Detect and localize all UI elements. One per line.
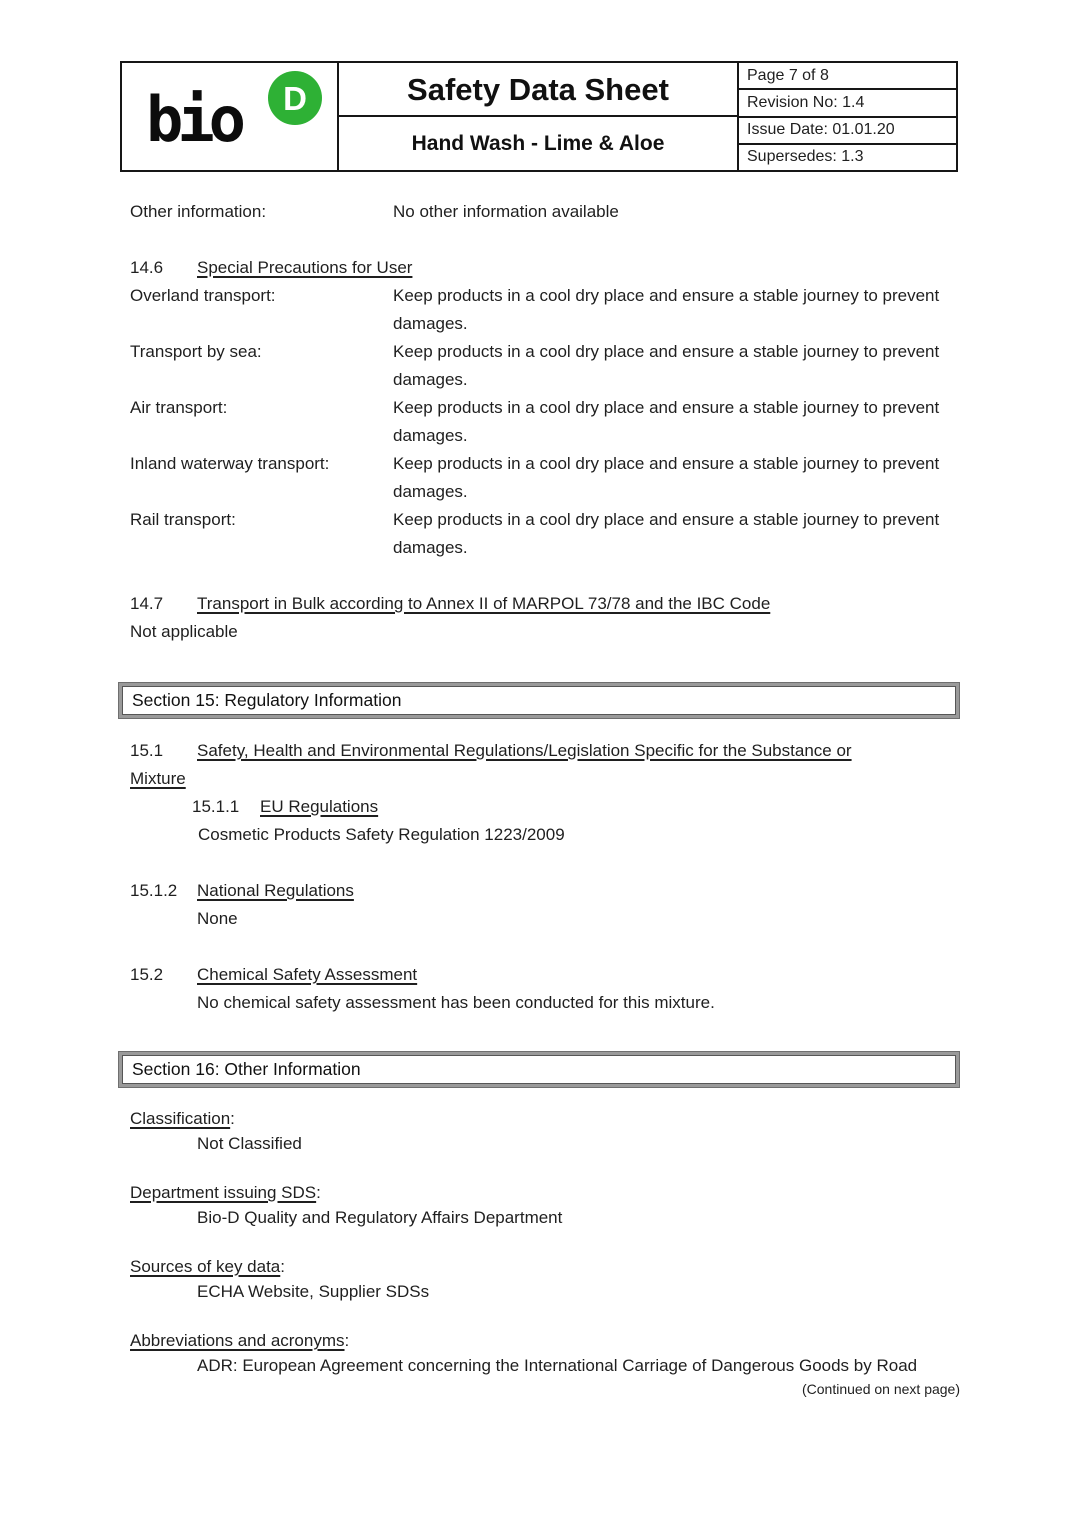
transport-row <box>130 450 960 506</box>
logo-cell <box>122 63 339 170</box>
heading-15-2 <box>130 961 960 989</box>
section-title: Chemical Safety Assessment <box>197 965 418 984</box>
label-text: Classification <box>130 1109 231 1128</box>
section-16-bar <box>118 1051 960 1088</box>
heading-15-1-2 <box>130 877 960 905</box>
field-label: Overland transport: <box>130 286 276 305</box>
field-label: Air transport: <box>130 398 228 417</box>
section-number: 15.1.1 <box>192 797 240 816</box>
transport-row <box>130 394 960 450</box>
section-14-7-body: Not applicable <box>130 622 238 641</box>
label-colon: : <box>344 1331 350 1350</box>
heading-15-1-1 <box>192 793 960 821</box>
label-text: Abbreviations and acronyms <box>130 1331 345 1350</box>
title-cell <box>339 63 739 170</box>
continued-note: (Continued on next page) <box>802 1381 960 1397</box>
section-15-1-1-body: Cosmetic Products Safety Regulation 1223/2009 <box>198 825 565 844</box>
section-number: 14.7 <box>130 594 164 613</box>
section-15-bar-title: Section 15: Regulatory Information <box>122 686 956 715</box>
field-value: Not Classified <box>197 1134 302 1153</box>
logo-word: bio <box>146 83 240 156</box>
product-name: Hand Wash - Lime & Aloe <box>411 132 665 155</box>
classification-group <box>130 1106 960 1156</box>
label-colon: : <box>280 1257 285 1276</box>
transport-row <box>130 506 960 562</box>
field-value: Keep products in a cool dry place and ensure a stable journey to prevent damages. <box>393 510 940 557</box>
field-label <box>130 1254 960 1279</box>
heading-14-6 <box>130 254 960 282</box>
header-table <box>120 61 958 172</box>
section-title: National Regulations <box>197 881 354 900</box>
section-15-2-body: No chemical safety assessment has been conducted for this mixture. <box>197 993 715 1012</box>
field-value: Keep products in a cool dry place and ensure a stable journey to prevent damages. <box>393 398 940 445</box>
section-title: EU Regulations <box>260 797 379 816</box>
field-value: No other information available <box>393 202 619 221</box>
meta-revision: Revision No: 1.4 <box>739 90 956 117</box>
section-title: Safety, Health and Environmental Regulations/Legislation Specific for the Substance or Mixture <box>130 741 852 788</box>
abbreviations-group <box>130 1328 960 1378</box>
field-label <box>130 1180 960 1205</box>
logo-d-letter: D <box>283 79 307 117</box>
heading-14-7 <box>130 590 960 618</box>
label-colon: : <box>316 1183 321 1202</box>
biod-logo <box>146 77 316 157</box>
section-number: 15.1.2 <box>130 881 178 900</box>
field-value: Keep products in a cool dry place and ensure a stable journey to prevent damages. <box>393 286 940 333</box>
section-title: Transport in Bulk according to Annex II of MARPOL 73/78 and the IBC Code <box>197 594 771 613</box>
field-label <box>130 1328 960 1353</box>
transport-row <box>130 338 960 394</box>
department-group <box>130 1180 960 1230</box>
meta-issue-date: Issue Date: 01.01.20 <box>739 118 956 145</box>
section-15-bar <box>118 682 960 719</box>
field-value: Bio-D Quality and Regulatory Affairs Department <box>197 1208 563 1227</box>
document-meta <box>739 63 956 170</box>
label-colon: : <box>230 1109 235 1128</box>
field-label: Other information: <box>130 202 267 221</box>
field-label: Inland waterway transport: <box>130 454 330 473</box>
section-16-bar-title: Section 16: Other Information <box>122 1055 956 1084</box>
document-body <box>130 172 960 1398</box>
document-title: Safety Data Sheet <box>339 63 737 117</box>
section-number: 15.2 <box>130 965 164 984</box>
field-value: Keep products in a cool dry place and ensure a stable journey to prevent damages. <box>393 454 940 501</box>
section-15-1-2-body: None <box>197 909 238 928</box>
field-label: Rail transport: <box>130 510 236 529</box>
field-label: Transport by sea: <box>130 342 262 361</box>
field-value: ECHA Website, Supplier SDSs <box>197 1282 430 1301</box>
label-text: Sources of key data <box>130 1257 281 1276</box>
field-value: ADR: European Agreement concerning the International Carriage of Dangerous Goods by Road <box>197 1356 918 1375</box>
heading-15-1 <box>130 737 912 793</box>
meta-supersedes: Supersedes: 1.3 <box>747 148 864 166</box>
other-information-row <box>130 198 960 226</box>
field-value: Keep products in a cool dry place and ensure a stable journey to prevent damages. <box>393 342 940 389</box>
section-number: 15.1 <box>130 741 164 760</box>
transport-row <box>130 282 960 338</box>
section-title: Special Precautions for User <box>197 258 413 277</box>
logo-d-badge-icon <box>268 71 322 125</box>
label-text: Department issuing SDS <box>130 1183 317 1202</box>
section-number: 14.6 <box>130 258 164 277</box>
field-label <box>130 1106 960 1131</box>
meta-page-number: Page 7 of 8 <box>739 63 956 90</box>
sources-group <box>130 1254 960 1304</box>
